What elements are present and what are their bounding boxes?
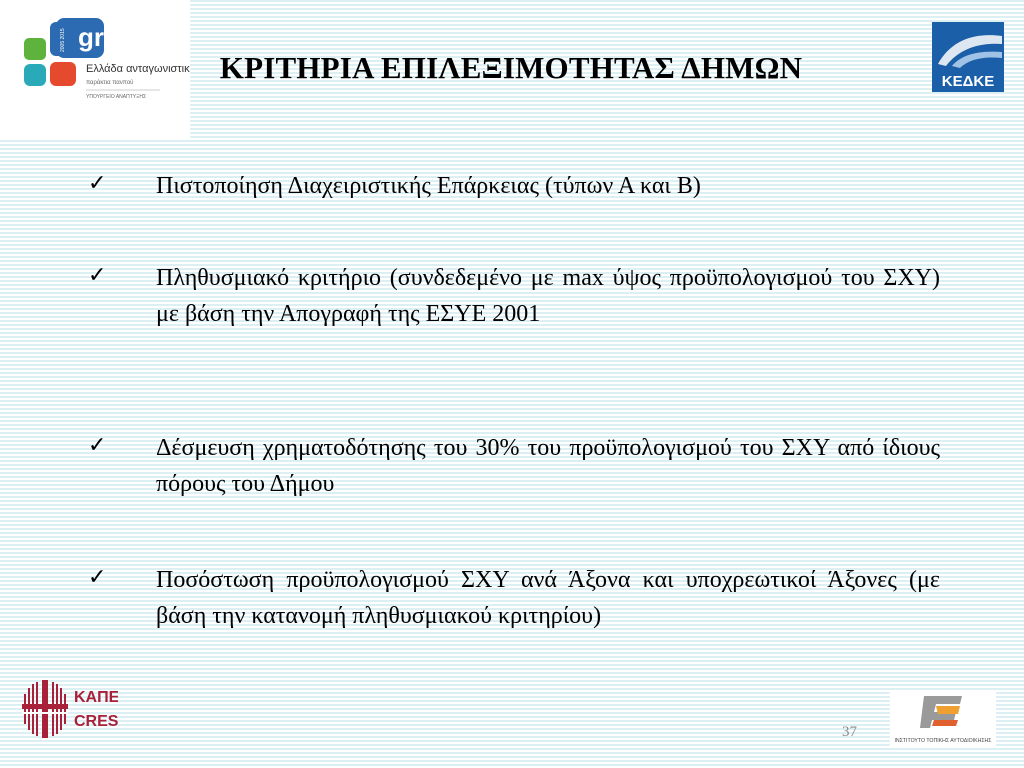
local-government-institute-logo-icon: [890, 690, 996, 748]
list-item: [88, 260, 940, 332]
list-item: [88, 430, 940, 502]
slide-title: ΚΡΙΤΗΡΙΑ ΕΠΙΛΕΞΙΜΟΤΗΤΑΣ ΔΗΜΩΝ: [219, 50, 803, 85]
greece-competitive-logo-icon: [0, 0, 190, 138]
gr-tagline: παράκτια πανπού: [86, 80, 134, 86]
gr-ministry: ΥΠΟΥΡΓΕΙΟ ΑΝΑΠΤΥΞΗΣ: [86, 94, 147, 100]
kedke-text: ΚΕΔΚΕ: [941, 73, 995, 90]
local-government-institute-logo: [890, 690, 996, 748]
checkmark-icon: ✓: [88, 171, 107, 196]
list-item: [88, 168, 940, 204]
gr-mark: gr: [78, 22, 104, 52]
checkmark-icon: ✓: [88, 263, 107, 288]
list-item-text: Πιστοποίηση Διαχειριστικής Επάρκειας (τύπων Α και Β): [156, 173, 701, 199]
list-item: [88, 562, 940, 634]
kape-cres-logo: [18, 674, 118, 744]
kape-text: ΚΑΠΕ: [74, 689, 118, 706]
page-number: 37: [842, 724, 857, 740]
gr-name: Ελλάδα ανταγωνιστική: [86, 63, 190, 75]
checkmark-icon: ✓: [88, 565, 107, 590]
list-item-text: Δέσμευση χρηματοδότησης του 30% του προϋπολογισμού του ΣΧΥ από ίδιους πόρους του Δήμου: [156, 435, 940, 497]
kape-cres-logo-icon: [18, 674, 118, 744]
kedke-logo-icon: [932, 22, 1004, 92]
gr-years: 2005 2015: [60, 28, 66, 52]
cres-text: CRES: [74, 713, 118, 730]
institute-text: ΙΝΣΤΙΤΟΥΤΟ ΤΟΠΙΚΗΣ ΑΥΤΟΔΙΟΙΚΗΣΗΣ: [894, 738, 992, 744]
list-item-text: Πληθυσμιακό κριτήριο (συνδεδεμένο με max ύψος προϋπολογισμού του ΣΧΥ) με βάση την Απογραφή της ΕΣΥΕ 2001: [156, 265, 940, 327]
greece-competitive-logo: [0, 0, 190, 138]
checkmark-icon: ✓: [88, 433, 107, 458]
kedke-logo: [932, 22, 1004, 92]
list-item-text: Ποσόστωση προϋπολογισμού ΣΧΥ ανά Άξονα και υποχρεωτικοί Άξονες (με βάση την κατανομή πληθυσμιακού κριτηρίου): [156, 567, 940, 629]
